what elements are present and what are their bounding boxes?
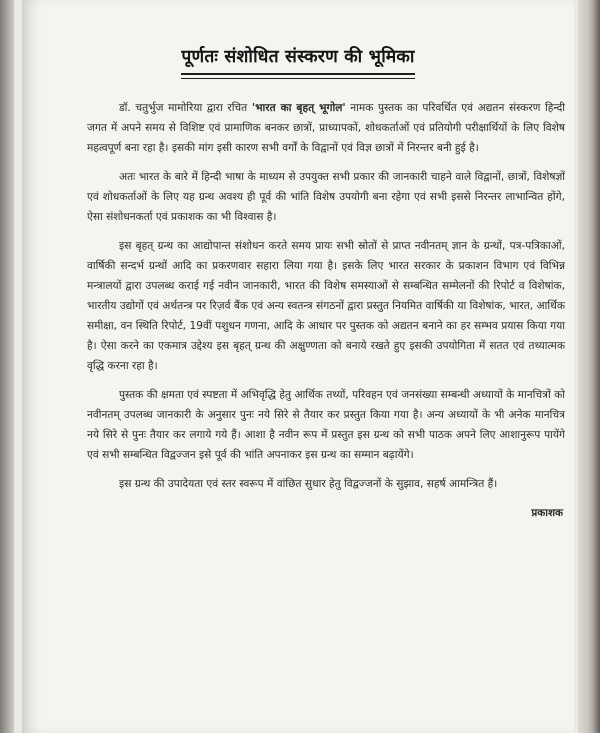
book-name: 'भारत का बृहत् भूगोल'	[251, 102, 346, 114]
page-title: पूर्णतः संशोधित संस्करण की भूमिका	[181, 44, 414, 75]
page-stack-edge	[578, 0, 600, 733]
paragraph-1	[87, 98, 565, 158]
preface-body	[87, 98, 565, 523]
book-page	[22, 0, 574, 733]
paragraph-4: पुस्तक की क्षमता एवं स्पष्टता में अभिवृद्धि हेतु आर्थिक तथ्यों, परिवहन एवं जनसंख्या सम्बन्धी अध्यायों के मानचित्रों को नवीनतम् उपलब्ध जानकारी के अनुसार पुनः नये सिरे से तैयार कर प्रस्तुत किया गया है। अन्य अध्यायों के भी अनेक मानचित्र नये सिरे से पुनः तैयार कर लगाये गये हैं। आशा है नवीन रूप में प्रस्तुत इस ग्रन्थ को सभी पाठक अपने लिए आशानुरूप पायेंगे एवं सभी सम्बन्धित विद्वज्जन इसे पूर्व की भांति अपनाकर इस ग्रन्थ का सम्मान बढ़ायेंगे।	[87, 389, 565, 461]
paragraph-1-rest: नामक पुस्तक का परिवर्धित एवं अद्यतन संस्करण हिन्दी जगत में अपने समय से विशिष्ट एवं प्रामाणिक बनकर छात्रों, प्राध्यापकों, शोधकर्ताओं एवं प्रतियोगी परीक्षार्थियों के लिए विशेष महत्वपूर्ण बना रहा है। इसकी मांग इसी कारण सभी वर्गों के विद्वानों एवं विज्ञ छात्रों में निरन्तर बनी हुई है।	[87, 102, 565, 154]
paragraph-3: इस बृहत् ग्रन्थ का आद्योपान्त संशोधन करते समय प्रायः सभी स्रोतों से प्राप्त नवीनतम् ज्ञान के ग्रन्थों, पत्र-पत्रिकाओं, वार्षिकी सन्दर्भ ग्रन्थों आदि का प्रकरणवार सहारा लिया गया है। इसके लिए भारत सरकार के प्रकाशन विभाग एवं विभिन्न मन्त्रालयों द्वारा उपलब्ध कराई गई नवीन जानकारी, भारत की विशेष समस्याओं से सम्बन्धित सम्मेलनों की रिपोर्ट व विशेषांक, भारतीय उद्योगों एवं अर्थतन्त्र पर रिज़र्व बैंक एवं अन्य स्वतन्त्र संगठनों द्वारा प्रस्तुत नियमित वार्षिकी या विशेषांक, भारत, आर्थिक समीक्षा, वन स्थिति रिपोर्ट, 19वीं पशुधन गणना, आदि के आधार पर पुस्तक को अद्यतन बनाने का हर सम्भव प्रयास किया गया है। ऐसा करने का एकमात्र उद्देश्य इस बृहत् ग्रन्थ की अक्षुण्णता को बनाये रखते हुए इसकी उपयोगिता में सतत एवं तथ्यात्मक वृद्धि करना रहा है।	[87, 240, 565, 372]
book-spine-edge	[0, 0, 14, 733]
paragraph-2: अतः भारत के बारे में हिन्दी भाषा के माध्यम से उपयुक्त सभी प्रकार की जानकारी चाहने वाले विद्वानों, छात्रों, विशेषज्ञों एवं शोधकर्ताओं के लिए यह ग्रन्थ अवश्य ही पूर्व की भांति विशेष उपयोगी बना रहेगा एवं सभी इससे निरन्तर लाभान्वित होंगे, ऐसा संशोधनकर्ता एवं प्रकाशक का भी विश्वास है।	[87, 171, 565, 223]
publisher-signature: प्रकाशक	[531, 507, 563, 519]
paragraph-1-lead: डॉ. चतुर्भुज मामोरिया द्वारा रचित	[119, 102, 252, 114]
title-block	[22, 44, 574, 75]
paragraph-5: इस ग्रन्थ की उपादेयता एवं स्तर स्वरूप में वांछित सुधार हेतु विद्वज्जनों के सुझाव, सहर्ष आमन्त्रित हैं।	[119, 478, 498, 490]
